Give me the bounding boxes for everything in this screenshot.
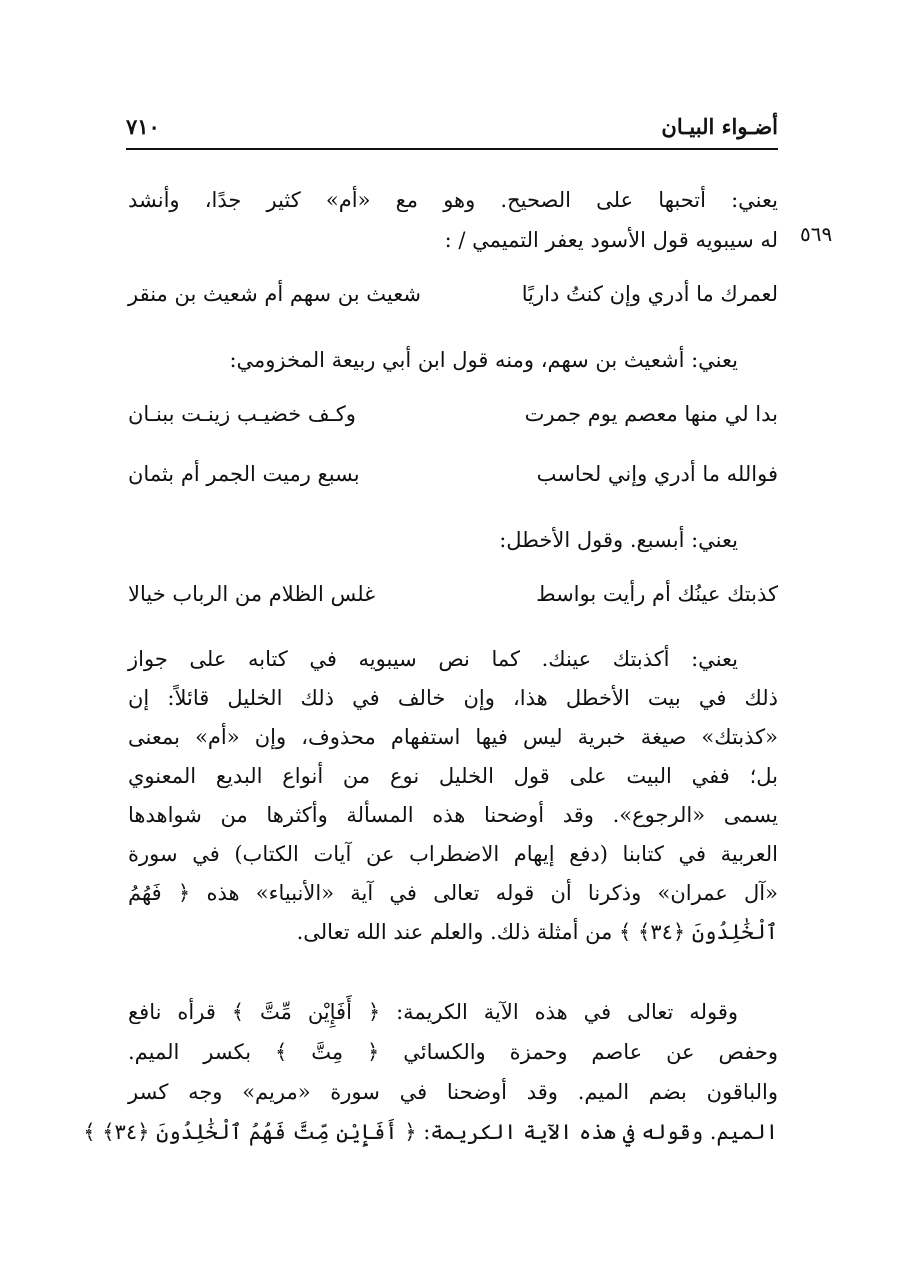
paragraph-qiraat: [83, 992, 778, 1152]
verse-first-hemistich: بدا لي منها معصم يوم جمرت: [524, 402, 778, 426]
text-line: يعني: أكذبتك عينك. كما نص سيبويه في كتابه على جواز: [128, 647, 739, 671]
verse-second-hemistich: وكـف خضيـب زينـت ببنـان: [128, 402, 356, 426]
verse-first-hemistich: فوالله ما أدري وإني لحاسب: [536, 462, 778, 486]
text-line: ٱلْخَٰلِدُونَ ﴿٣٤﴾ ﴾ من أمثلة ذلك. والعلم عند الله تعالى.: [296, 920, 778, 944]
paragraph: [128, 520, 778, 560]
text-line: يعني: أشعيث بن سهم، ومنه قول ابن أبي ربيعة المخزومي:: [229, 348, 738, 372]
page-number: ٧١٠: [126, 114, 160, 139]
text-line: وقوله تعالى في هذه الآية الكريمة: ﴿ أَفَإِيْن مِّتَّ ﴾ قرأه نافع: [128, 1000, 738, 1024]
verse-second-hemistich: بسبع رميت الجمر أم بثمان: [128, 462, 360, 486]
text-line: وحفص عن عاصم وحمزة والكسائي ﴿ مِتَّ ﴾ بكسر الميم.: [128, 1040, 778, 1064]
verse-first-hemistich: لعمرك ما أدري وإن كنتُ داريًا: [521, 282, 778, 306]
text-line: «كذبتك» صيغة خبرية ليس فيها استفهام محذوف، وإن «أم» بمعنى: [128, 725, 778, 749]
paragraph-commentary: [128, 640, 778, 952]
paragraph: [128, 340, 778, 380]
margin-page-reference: ٥٦٩: [800, 222, 833, 246]
text-line: بل؛ ففي البيت على قول الخليل نوع من أنواع البديع المعنوي: [128, 764, 778, 788]
text-line: يعني: أبسبع. وقول الأخطل:: [499, 528, 738, 552]
text-line: له سيبويه قول الأسود يعفر التميمي / :: [444, 228, 778, 252]
text-line: ذلك في بيت الأخطل هذا، وإن خالف في ذلك الخليل قائلاً: إن: [128, 686, 778, 710]
verse-first-hemistich: كذبتك عينُك أم رأيت بواسط: [536, 582, 778, 606]
book-title: أضـواء البيـان: [661, 114, 778, 139]
text-line: «آل عمران» وذكرنا أن قوله تعالى في آية «الأنبياء» هذه ﴿ فَهُمُ: [128, 881, 778, 905]
paragraph-intro: [128, 180, 778, 260]
verse-second-hemistich: شعيث بن سهم أم شعيث بن منقر: [128, 282, 421, 306]
running-header: [126, 104, 778, 150]
text-line: يعني: أتحبها على الصحيح. وهو مع «أم» كثير جدًا، وأنشد: [128, 188, 778, 212]
text-line: والباقون بضم الميم. وقد أوضحنا في سورة «مريم» وجه كسر: [128, 1080, 778, 1104]
text-line: يسمى «الرجوع». وقد أوضحنا هذه المسألة وأكثرها من شواهدها: [128, 803, 778, 827]
verse-second-hemistich: غلس الظلام من الرباب خيالا: [128, 582, 376, 606]
text-line: الميم. وقوله في هذه الآية الكريمة: ﴿ أَفَإِيْن مِّتَّ فَهُمُ ٱلْخَٰلِدُونَ ﴿٣٤﴾ ﴾: [83, 1120, 778, 1144]
text-line: العربية في كتابنا (دفع إيهام الاضطراب عن آيات الكتاب) في سورة: [128, 842, 778, 866]
